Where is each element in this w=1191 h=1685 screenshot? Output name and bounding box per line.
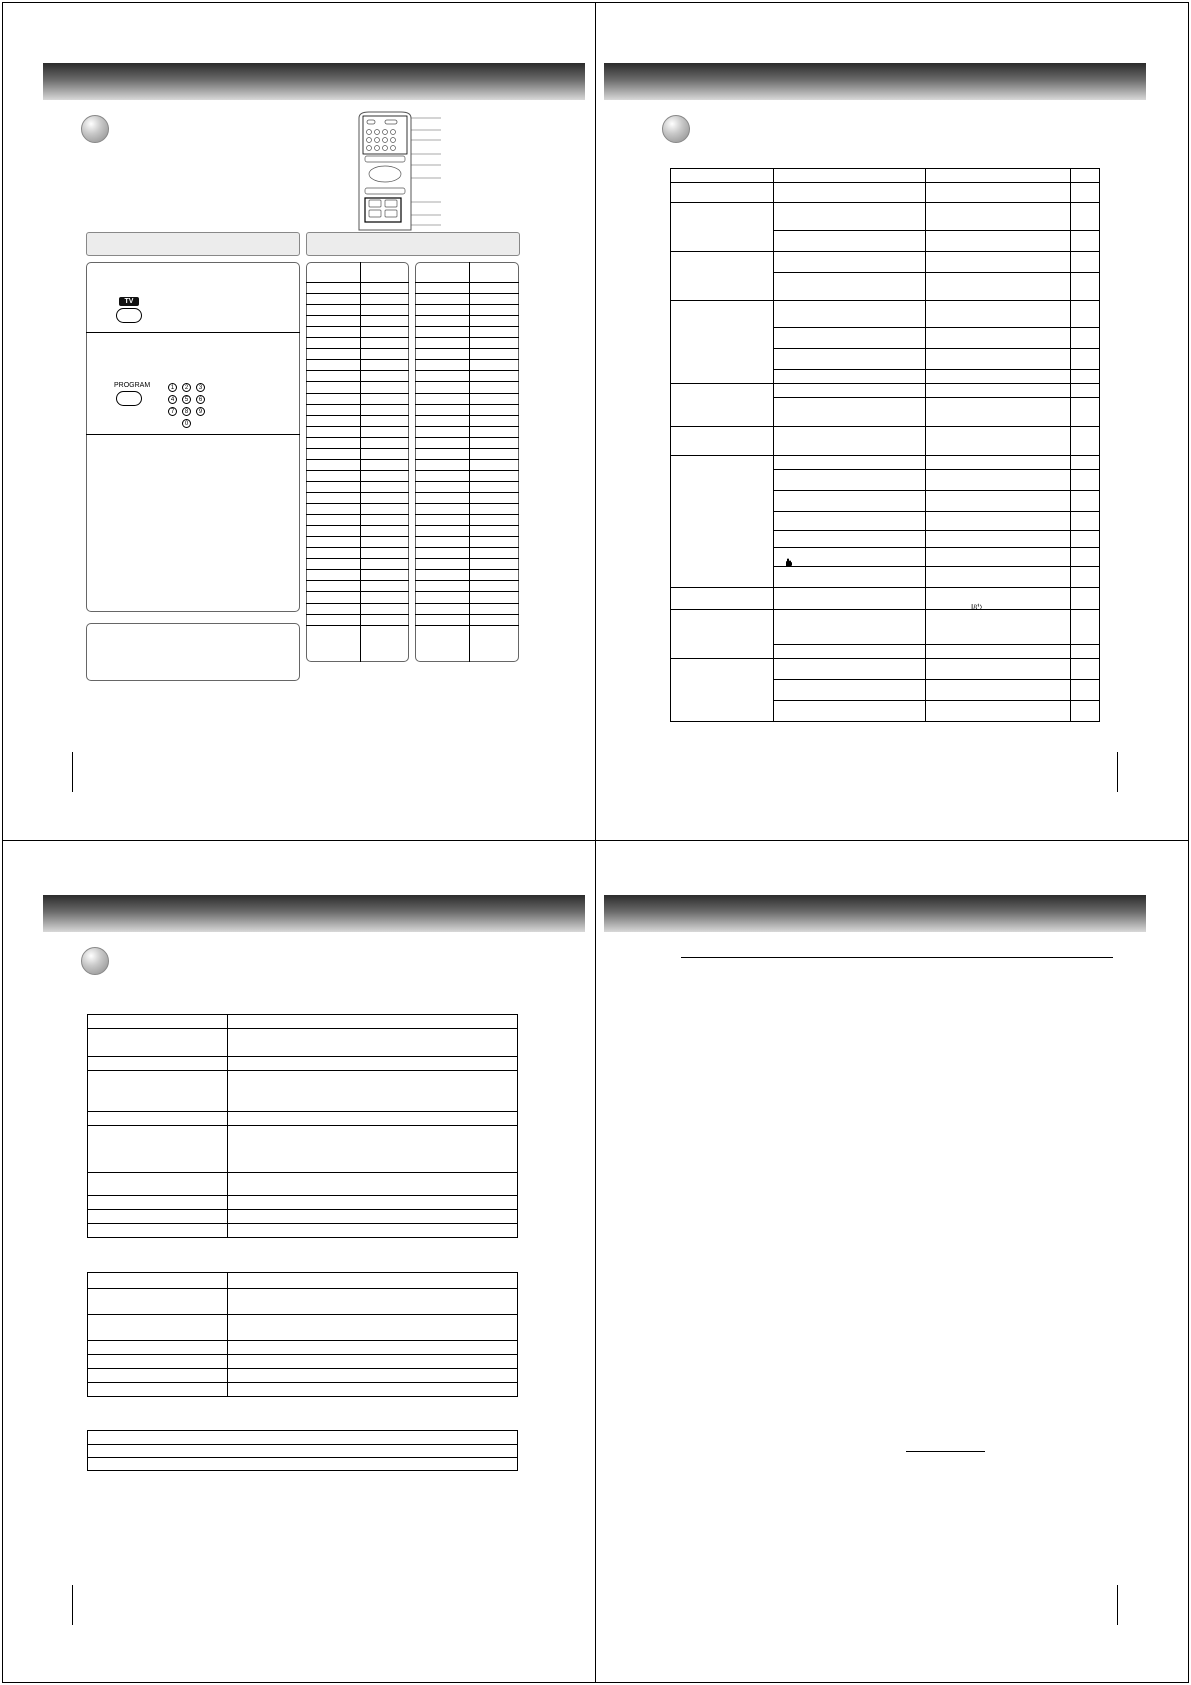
table-cell [773,456,926,470]
table-cell [773,370,926,384]
page-number-rule-3 [72,1585,73,1625]
table-cell [1071,328,1100,349]
code-table-row-line [415,448,519,449]
table-row [671,588,1100,610]
code-table-row-line [306,293,409,294]
table-cell [228,1273,518,1289]
table-row [671,169,1100,183]
code-table-row-line [415,470,519,471]
table-cell [926,231,1071,252]
table-cell [773,567,926,588]
code-table-row-line [415,326,519,327]
table-cell [926,610,1071,645]
number-key-4[interactable]: 4 [168,395,177,404]
table-cell [1071,470,1100,491]
code-table-row-line [306,426,409,427]
table-row [88,1224,518,1238]
table-row [88,1057,518,1071]
spec-table-2 [87,1272,518,1397]
table-cell [671,301,774,384]
table-cell [88,1431,518,1445]
table-cell [1071,203,1100,231]
table-row [88,1112,518,1126]
signature-rule [906,1451,985,1452]
table-cell [88,1383,228,1397]
code-table-row-line [415,569,519,570]
spec-table-1 [87,1014,518,1238]
table-cell [773,645,926,659]
table-cell [1071,384,1100,398]
number-key-7[interactable]: 7 [168,407,177,416]
code-table-row-line [415,404,519,405]
table-cell [773,273,926,301]
code-table-row-line [306,503,409,504]
code-table-row-line [415,580,519,581]
table-cell [773,491,926,512]
section-bullet-page-3 [81,947,109,975]
table-cell [88,1273,228,1289]
number-key-9[interactable]: 9 [196,407,205,416]
table-row [88,1458,518,1471]
table-cell [671,427,774,456]
table-cell [773,701,926,722]
table-cell [88,1071,228,1112]
code-table-row-line [415,370,519,371]
table-cell [926,701,1071,722]
table-row [88,1383,518,1397]
power-symbol: I/⏻ [971,603,982,612]
table-cell [773,203,926,231]
table-cell [773,427,926,456]
table-cell [228,1315,518,1341]
instructions-divider-2 [86,434,300,435]
code-table-row-line [306,470,409,471]
table-cell [926,659,1071,680]
table-cell [1071,548,1100,567]
code-table-row-line [415,304,519,305]
code-table-row-line [306,591,409,592]
table-cell [1071,588,1100,610]
table-cell [1071,531,1100,548]
table-cell [773,512,926,531]
table-row [671,384,1100,398]
table-row [88,1015,518,1029]
table-cell [926,301,1071,328]
code-table-row-line [415,337,519,338]
code-table-row-line [415,437,519,438]
table-cell [671,384,774,427]
table-row [88,1071,518,1112]
code-table-row-line [306,614,409,615]
table-cell [671,659,774,722]
tv-button-label: TV [119,297,139,306]
code-table-row-line [306,415,409,416]
code-table-row-line [415,293,519,294]
remote-control-icon [355,110,443,235]
warranty-title-rule [681,957,1113,958]
table-cell [773,252,926,273]
table-cell [926,567,1071,588]
number-key-2[interactable]: 2 [182,383,191,392]
table-cell [1071,701,1100,722]
table-cell [1071,398,1100,427]
table-cell [671,169,774,183]
table-cell [773,183,926,203]
code-table-row-line [306,448,409,449]
table-cell [1071,349,1100,370]
table-cell [228,1015,518,1029]
table-row [671,456,1100,470]
code-table-row-line [306,370,409,371]
table-cell [671,203,774,252]
table-cell [773,301,926,328]
table-cell [773,349,926,370]
table-cell [1071,567,1100,588]
remote-control-illustration [355,110,443,235]
instructions-divider-1 [86,332,300,333]
table-cell [1071,169,1100,183]
code-table-row-line [306,348,409,349]
table-cell [926,398,1071,427]
table-cell [926,384,1071,398]
table-cell [926,531,1071,548]
code-table-row-line [415,426,519,427]
table-cell [88,1126,228,1173]
table-row [88,1369,518,1383]
table-cell [88,1029,228,1057]
code-table-row-line [306,514,409,515]
table-row [88,1210,518,1224]
table-cell [228,1029,518,1057]
table-cell [926,470,1071,491]
table-row [671,659,1100,680]
table-cell [88,1015,228,1029]
table-cell [1071,427,1100,456]
table-cell [88,1341,228,1355]
code-table-row-line [415,481,519,482]
code-table-row-line [415,503,519,504]
table-cell [671,588,774,610]
table-cell [228,1224,518,1238]
code-table-row-line [306,326,409,327]
table-row [88,1173,518,1196]
table-cell [228,1173,518,1196]
table-cell [671,252,774,301]
table-row [88,1289,518,1315]
page-number-rule-1 [72,752,73,792]
table-cell [1071,610,1100,645]
table-cell [1071,645,1100,659]
table-cell [926,203,1071,231]
code-table-row-line [415,547,519,548]
header-bar-page-4 [604,895,1146,932]
table-row [88,1315,518,1341]
table-row [671,427,1100,456]
section-bullet-page-1 [81,115,109,143]
table-row [88,1273,518,1289]
table-cell [88,1458,518,1471]
table-cell [1071,456,1100,470]
table-cell [773,384,926,398]
table-cell [88,1355,228,1369]
header-bar-page-2 [604,63,1146,100]
troubleshooting-table [670,168,1100,722]
table-cell [926,252,1071,273]
table-cell [1071,491,1100,512]
hand-icon [784,555,793,565]
code-table-row-line [306,304,409,305]
table-cell [671,610,774,659]
code-table-row-line [415,591,519,592]
code-table-row-line [415,282,519,283]
table-row [671,252,1100,273]
table-cell [1071,512,1100,531]
page-number-rule-2 [1117,752,1118,792]
code-table-row-line [415,415,519,416]
section-header-right [306,232,520,256]
code-table-row-line [415,514,519,515]
code-table-row-line [415,393,519,394]
number-key-3[interactable]: 3 [196,383,205,392]
table-cell [88,1369,228,1383]
table-cell [926,548,1071,567]
table-cell [773,531,926,548]
code-table-row-line [415,381,519,382]
table-cell [671,456,774,588]
table-cell [228,1057,518,1071]
table-cell [1071,273,1100,301]
table-cell [88,1173,228,1196]
page-number-rule-4 [1117,1585,1118,1625]
code-table-row-line [415,558,519,559]
table-cell [228,1355,518,1369]
code-table-row-line [306,569,409,570]
table-cell [926,427,1071,456]
code-table-row-line [306,558,409,559]
table-cell [228,1289,518,1315]
number-key-6[interactable]: 6 [196,395,205,404]
code-table-row-line [306,536,409,537]
table-cell [773,328,926,349]
table-cell [228,1196,518,1210]
page-divider-vertical [595,2,596,1683]
table-cell [228,1126,518,1173]
table-cell [88,1196,228,1210]
code-table-row-line [306,337,409,338]
table-row [671,610,1100,645]
code-table-row-line [306,315,409,316]
tv-button[interactable] [116,308,142,323]
code-table-row-line [415,359,519,360]
code-table-row-line [306,404,409,405]
page-divider-horizontal [2,840,1189,841]
table-cell [228,1112,518,1126]
table-cell [773,169,926,183]
code-table-row-line [415,625,519,626]
table-row [671,183,1100,203]
table-cell [773,470,926,491]
section-bullet-page-2 [662,115,690,143]
table-cell [926,680,1071,701]
table-row [88,1445,518,1458]
number-key-0[interactable]: 0 [182,419,191,428]
program-button-label: PROGRAM [114,382,151,389]
table-cell [926,349,1071,370]
table-cell [926,588,1071,610]
table-cell [1071,680,1100,701]
table-cell [773,231,926,252]
table-cell [228,1210,518,1224]
code-table-row-line [306,437,409,438]
number-key-1[interactable]: 1 [168,383,177,392]
note-box [86,623,300,681]
number-key-5[interactable]: 5 [182,395,191,404]
code-table-row-line [415,525,519,526]
code-table-row-line [306,580,409,581]
code-table-row-line [306,282,409,283]
table-cell [926,273,1071,301]
table-row [671,301,1100,328]
table-row [671,203,1100,231]
table-cell [1071,183,1100,203]
table-cell [926,328,1071,349]
header-bar-page-3 [43,895,585,932]
table-cell [773,610,926,645]
code-table-row-line [415,315,519,316]
table-cell [773,659,926,680]
code-table-row-line [415,536,519,537]
code-table-row-line [306,393,409,394]
table-cell [926,169,1071,183]
table-cell [773,680,926,701]
table-cell [926,491,1071,512]
code-table-row-line [415,459,519,460]
table-cell [1071,301,1100,328]
table-cell [88,1057,228,1071]
table-cell [88,1289,228,1315]
table-cell [228,1369,518,1383]
code-table-row-line [306,381,409,382]
table-cell [88,1112,228,1126]
table-cell [228,1071,518,1112]
table-row [88,1341,518,1355]
code-table-row-line [415,492,519,493]
table-cell [773,398,926,427]
number-key-8[interactable]: 8 [182,407,191,416]
table-cell [1071,231,1100,252]
table-row [88,1196,518,1210]
code-table-row-line [306,492,409,493]
table-cell [671,183,774,203]
code-table-row-line [306,547,409,548]
header-bar-page-1 [43,63,585,100]
table-cell [88,1224,228,1238]
table-cell [926,370,1071,384]
code-table-row-line [415,614,519,615]
table-row [88,1126,518,1173]
program-button[interactable] [116,391,142,406]
code-table-row-line [306,603,409,604]
code-table-row-line [306,625,409,626]
table-cell [88,1445,518,1458]
table-row [88,1029,518,1057]
code-table-row-line [306,459,409,460]
code-table-row-line [415,348,519,349]
table-cell [1071,252,1100,273]
table-row [88,1355,518,1369]
table-cell [228,1341,518,1355]
table-cell [926,456,1071,470]
table-cell [1071,659,1100,680]
code-table-row-line [415,603,519,604]
code-table-row-line [306,481,409,482]
table-cell [88,1210,228,1224]
table-cell [88,1315,228,1341]
table-cell [1071,370,1100,384]
spec-table-3 [87,1430,518,1471]
table-cell [228,1383,518,1397]
table-cell [773,548,926,567]
table-cell [926,645,1071,659]
section-header-left [86,232,300,256]
table-cell [773,588,926,610]
table-row [88,1431,518,1445]
code-table-row-line [306,359,409,360]
code-table-row-line [306,525,409,526]
table-cell [926,512,1071,531]
table-cell [926,183,1071,203]
